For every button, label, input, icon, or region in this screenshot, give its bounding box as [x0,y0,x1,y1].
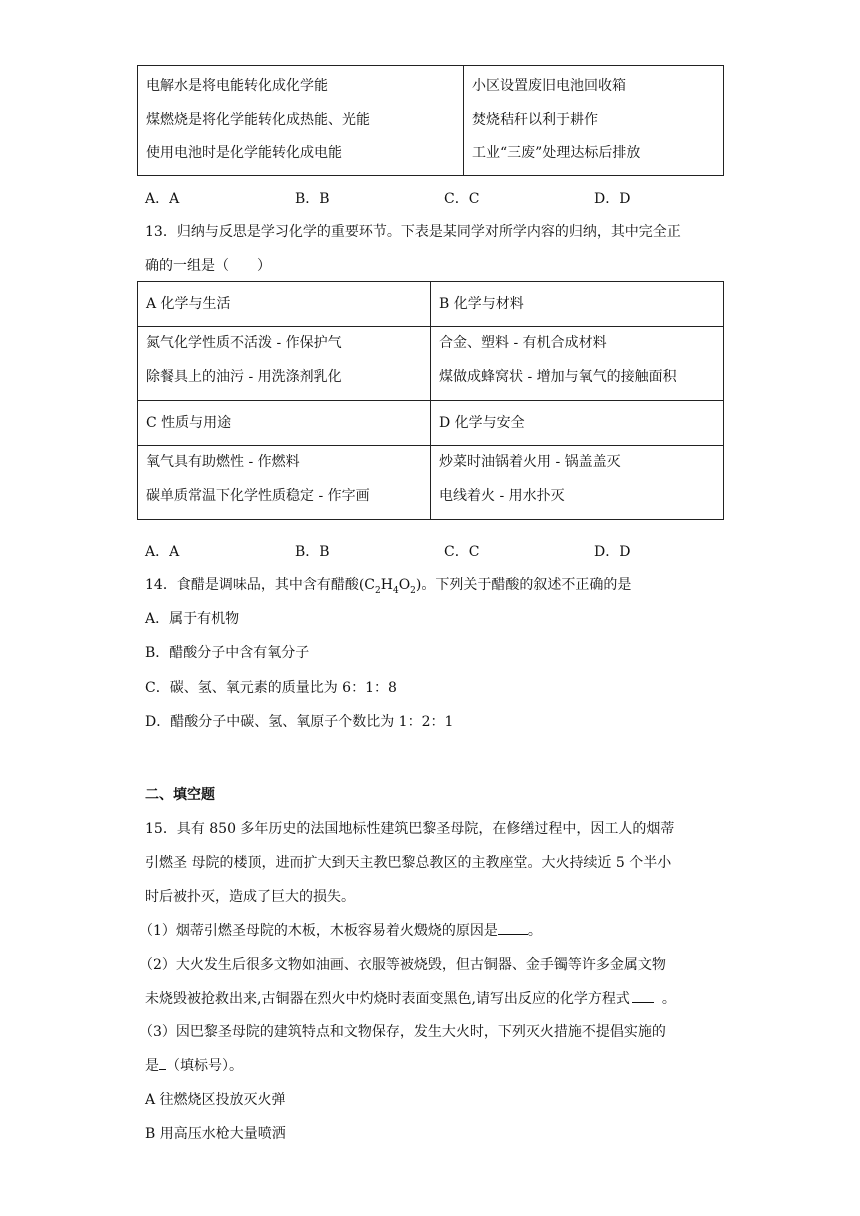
q13-d-item: 电线着火 - 用水扑灭 [439,487,565,504]
q13-cell-a-title: A 化学与生活 [138,282,431,327]
q13-b-item: 煤做成蜂窝状 - 增加与氧气的接触面积 [439,368,677,385]
q15-blank-3[interactable] [159,1055,166,1070]
q13-c-item: 碳单质常温下化学性质稳定 - 作字画 [146,487,370,504]
q12-left-item: 电解水是将电能转化成化学能 [146,78,328,94]
q13-cell-b-title: B 化学与材料 [431,282,724,327]
q14-option-d[interactable]: D．醋酸分子中碳、氢、氧原子个数比为 1：2：1 [145,714,454,730]
q14-stem: 14．食醋是调味品，其中含有醋酸$(C_2H_4O_2)$。下列关于醋酸的叙述不正确的是 [145,577,632,596]
q15-blank-1[interactable] [498,920,528,935]
q13-option-c[interactable]: C．C [444,544,480,560]
q13-option-d[interactable]: D．D [594,544,631,560]
q12-table [137,65,724,176]
q15-option-b[interactable]: B 用高压水枪大量喷洒 [145,1126,286,1142]
q12-right-item: 小区设置废旧电池回收箱 [472,78,626,94]
q13-cell-d-body [431,446,724,520]
q13-option-b[interactable]: B．B [295,544,330,560]
q13-cell-c-body [138,446,431,520]
q13-table [137,281,724,520]
q12-right-item: 焚烧秸秆以利于耕作 [472,111,598,128]
q13-cell-d-title: D 化学与安全 [431,401,724,446]
q12-right-item: 工业“三废”处理达标后排放 [472,145,641,161]
q14-option-a[interactable]: A．属于有机物 [145,611,240,627]
q12-left-item: 使用电池时是化学能转化成电能 [146,145,342,161]
q13-stem-line1: 13．归纳与反思是学习化学的重要环节。下表是某同学对所学内容的归纳，其中完全正 [145,224,681,240]
q15-stem-line1: 15．具有 850 多年历史的法国地标性建筑巴黎圣母院，在修缮过程中，因工人的烟蒂 [145,821,675,837]
q13-a-item: 氮气化学性质不活泼 - 作保护气 [146,335,342,351]
q12-option-a[interactable]: A．A [145,191,180,207]
q15-sub2-line1: （2）大火发生后很多文物如油画、衣服等被烧毁，但古铜器、金手镯等许多金属文物 [139,957,666,973]
q13-a-item: 除餐具上的油污 - 用洗涤剂乳化 [146,368,342,385]
q12-right-cell [464,66,724,176]
q15-stem-line2: 引燃圣 母院的楼顶，进而扩大到天主教巴黎总教区的主教座堂。大火持续近 5 个半小 [145,855,672,871]
q13-cell-a-body [138,327,431,401]
q12-left-cell [138,66,464,176]
q14-option-c[interactable]: C．碳、氢、氧元素的质量比为 6：1：8 [145,680,397,696]
q12-left-item: 煤燃烧是将化学能转化成热能、光能 [146,111,370,128]
q14-option-b[interactable]: B．醋酸分子中含有氧分子 [145,645,310,661]
q12-option-c[interactable]: C．C [444,191,480,207]
q15-sub1: （1）烟蒂引燃圣母院的木板，木板容易着火燬烧的原因是 。 [139,920,542,940]
q13-cell-c-title: C 性质与用途 [138,401,431,446]
q15-sub3-line1: （3）因巴黎圣母院的建筑特点和文物保存，发生大火时，下列灭火措施不提倡实施的 [139,1024,666,1040]
q13-stem-line2: 确的一组是（ ） [145,258,271,274]
q13-option-a[interactable]: A．A [145,544,180,560]
q12-option-d[interactable]: D．D [594,191,631,207]
q15-stem-line3: 时后被扑灭，造成了巨大的损失。 [145,889,355,905]
q15-sub3-line2: 是 （填标号）。 [145,1055,243,1075]
q13-d-item: 炒菜时油锅着火用 - 锅盖盖灭 [439,454,621,470]
q15-sub2-line2: 未烧毁被抢救出来,古铜器在烈火中灼烧时表面变黑色,请写出反应的化学方程式 。 [145,988,676,1008]
section-heading: 二、填空题 [145,787,215,803]
q15-option-a[interactable]: A 往燃烧区投放灭火弹 [145,1092,286,1108]
q13-b-item: 合金、塑料 - 有机合成材料 [439,335,607,351]
q15-blank-2[interactable] [632,988,654,1003]
q12-option-b[interactable]: B．B [295,191,330,207]
q13-cell-b-body [431,327,724,401]
q13-c-item: 氧气具有助燃性 - 作燃料 [146,454,300,470]
